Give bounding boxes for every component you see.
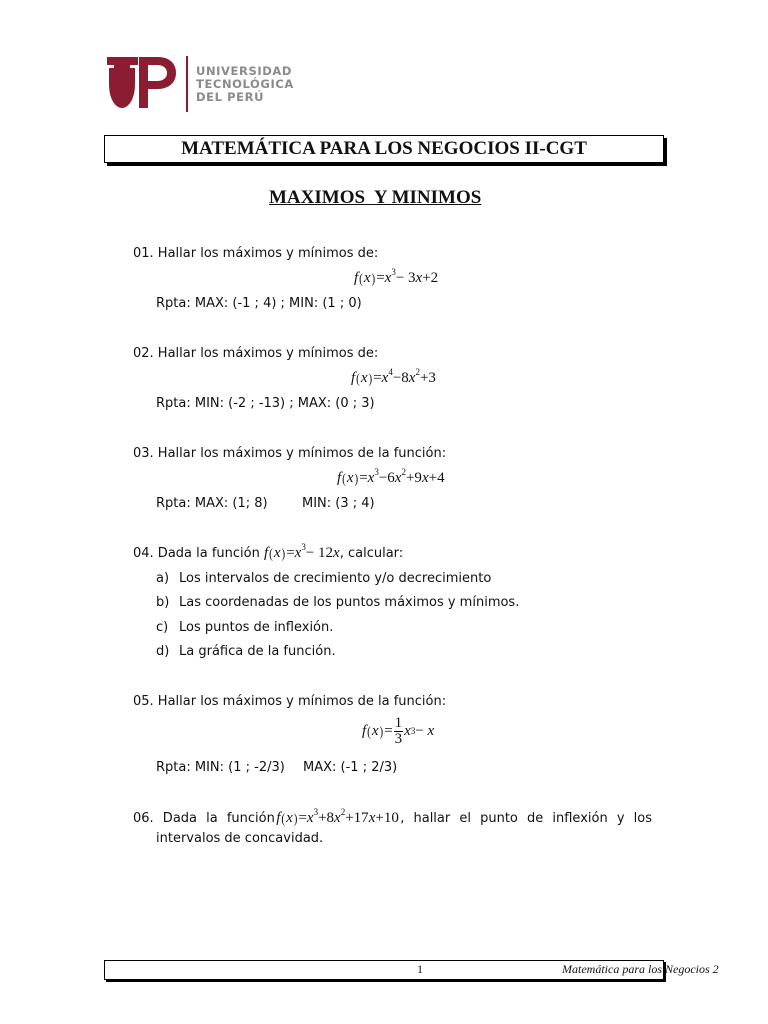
exercise-1-statement: 01. Hallar los máximos y mínimos de: [133,246,379,261]
exercise-6-prefix: 06. Dada la función [133,811,275,826]
exercise-2-statement: 02. Hallar los máximos y mínimos de: [133,346,379,361]
exercise-3-answer-min: MIN: (3 ; 4) [302,496,375,511]
logo-line-1: UNIVERSIDAD [196,64,293,78]
item-letter: d) [156,644,170,659]
exercise-6-line-2: intervalos de concavidad. [156,831,324,846]
exercise-3-formula: $f(x)=x^3-6x^2+9x+4$ [337,467,445,487]
utp-logo-mark [106,54,184,112]
exercise-4-item-b [156,595,519,610]
exercise-6-suffix: , hallar el punto de inflexión y los [400,811,652,826]
section-title: MAXIMOS Y MINIMOS [269,187,482,208]
course-title: MATEMÁTICA PARA LOS NEGOCIOS II-CGT [181,138,587,159]
item-text: Las coordenadas de los puntos máximos y mínimos. [179,595,520,610]
logo-line-2: TECNOLÓGICA [196,77,294,91]
exercise-5-statement: 05. Hallar los máximos y mínimos de la función: [133,694,447,709]
item-letter: b) [156,595,170,610]
logo-wordmark [196,65,294,104]
item-text: Los intervalos de crecimiento y/o decrecimiento [179,571,492,586]
exercise-5-formula: f ( x ) = $\frac{1}{3}$ x $^3$ − x [362,715,435,747]
exercise-4-suffix: , calcular: [339,546,404,561]
exercise-1-formula: $f(x)=x^3- 3x+2$ [354,267,439,287]
exercise-5-answer-min: Rpta: MIN: (1 ; -2/3) [156,760,285,775]
logo-line-3: DEL PERÚ [196,90,265,104]
item-letter: a) [156,571,170,586]
exercise-5-answer-max: MAX: (-1 ; 2/3) [303,760,398,775]
exercise-4-prefix: 04. Dada la función [133,546,260,561]
exercise-1-answer: Rpta: MAX: (-1 ; 4) ; MIN: (1 ; 0) [156,296,362,311]
item-text: La gráfica de la función. [179,644,336,659]
exercise-4-item-d [156,644,336,659]
page-number: 1 [417,962,423,976]
exercise-4-statement [133,542,404,562]
university-logo [106,54,306,114]
logo-divider [186,56,188,112]
exercise-4-item-a [156,571,491,586]
exercise-3-statement: 03. Hallar los máximos y mínimos de la función: [133,446,447,461]
item-text: Los puntos de inflexión. [179,620,334,635]
exercise-4-item-c [156,620,333,635]
exercise-3-answer-max: Rpta: MAX: (1; 8) [156,496,268,511]
item-letter: c) [156,620,169,635]
exercise-2-answer: Rpta: MIN: (-2 ; -13) ; MAX: (0 ; 3) [156,396,375,411]
exercise-6-formula: $f(x)=x^3+8x^2+17x+10$ [276,807,399,827]
exercise-6-statement [133,807,652,827]
footer-course-name: Matemática para los Negocios 2 [562,962,719,976]
exercise-4-formula: $f(x)=x^3- 12x$ [264,542,340,562]
exercise-2-formula: $f(x)=x^4-8x^2+3$ [351,367,436,387]
course-title-box [104,135,664,163]
